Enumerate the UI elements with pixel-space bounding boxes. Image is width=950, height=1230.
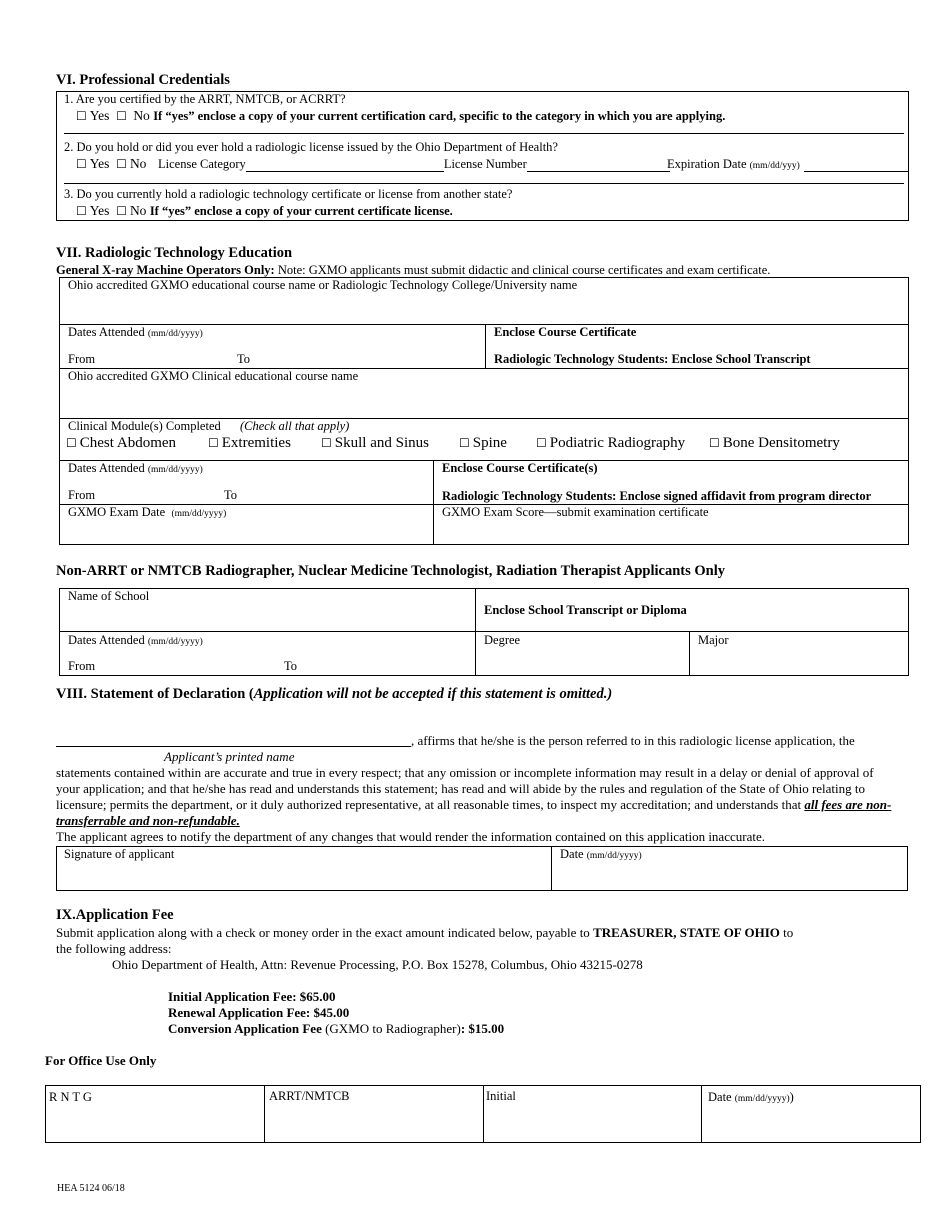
section-7-title: VII. Radiologic Technology Education — [56, 245, 293, 261]
q2-no-checkbox[interactable]: ☐ — [116, 157, 127, 171]
col-divider — [433, 460, 434, 545]
renewal-fee: Renewal Application Fee: $45.00 — [168, 1005, 350, 1020]
dates-attended-label: Dates Attended (mm/dd/yyyy) — [68, 325, 203, 339]
office-col-rntg: R N T G — [49, 1090, 92, 1104]
q3-no-checkbox[interactable]: ☐ — [116, 204, 127, 218]
license-category-input[interactable] — [246, 159, 444, 172]
to-label-3: To — [284, 659, 298, 673]
degree-label: Degree — [484, 633, 521, 647]
signature-table — [56, 846, 908, 891]
section-7-note — [56, 263, 770, 278]
check-all-note: (Check all that apply) — [240, 419, 350, 433]
to-label-2: To — [224, 488, 238, 502]
question-2: 2. Do you hold or did you ever hold a radiologic license issued by the Ohio Department of Health? — [64, 140, 558, 154]
q3-yes-checkbox[interactable]: ☐ — [76, 204, 87, 218]
non-arrt-table — [59, 588, 909, 676]
divider — [64, 133, 904, 134]
question-3: 3. Do you currently hold a radiologic technology certificate or license from another state? — [64, 187, 513, 201]
course-name-label: Ohio accredited GXMO educational course name or Radiologic Technology College/University name — [68, 278, 578, 292]
license-number-label: License Number — [443, 157, 527, 171]
office-use-title: For Office Use Only — [45, 1053, 157, 1068]
section-9-title: IX.Application Fee — [56, 907, 174, 923]
notify-text: The applicant agrees to notify the department of any changes that would render the information contained on this application inaccurate. — [56, 829, 765, 844]
fee-instruction-1: Submit application along with a check or money order in the exact amount indicated below, payable to TREASURER, STATE OF OHIO to — [56, 925, 794, 940]
col-divider — [551, 846, 552, 891]
clinical-modules-label: Clinical Module(s) Completed — [68, 419, 221, 433]
q3-no-label: No — [129, 203, 147, 218]
dates-attended-label-2: Dates Attended (mm/dd/yyyy) — [68, 461, 203, 475]
question-3-answer — [76, 203, 453, 219]
q1-yes-label: Yes — [89, 108, 110, 123]
printed-name-label: Applicant’s printed name — [164, 749, 295, 764]
gxmo-note-text: Note: GXMO applicants must submit didactic and clinical course certificates and exam certificate. — [274, 263, 771, 277]
rt-students-affidavit: Radiologic Technology Students: Enclose signed affidavit from program director — [442, 489, 872, 503]
license-category-label: License Category — [158, 157, 246, 171]
fees-note: all fees are non-transferrable and non-refundable. — [56, 797, 892, 828]
q1-note: If “yes” enclose a copy of your current certification card, specific to the category in which you are applying. — [153, 109, 726, 123]
col-divider — [701, 1085, 702, 1143]
q1-no-checkbox[interactable]: ☐ — [116, 109, 127, 123]
module-extremities[interactable]: ☐ Extremities — [208, 435, 291, 451]
module-chest[interactable]: ☐ Chest Abdomen — [66, 435, 177, 451]
from-label-3: From — [68, 659, 96, 673]
dates-attended-label-3: Dates Attended (mm/dd/yyyy) — [68, 633, 203, 647]
module-bone-densitometry[interactable]: ☐ Bone Densitometry — [709, 435, 840, 451]
to-label: To — [237, 352, 251, 366]
question-1-answer — [76, 108, 725, 124]
from-label: From — [68, 352, 96, 366]
form-id: HEA 5124 06/18 — [57, 1183, 125, 1194]
col-divider — [689, 631, 690, 676]
col-divider — [264, 1085, 265, 1143]
col-divider — [475, 588, 476, 676]
q3-yes-label: Yes — [89, 203, 110, 218]
expiration-format: (mm/dd/yyy) — [749, 161, 800, 171]
affirms-text: , affirms that he/she is the person referred to in this radiologic license application, the — [411, 733, 855, 748]
major-label: Major — [698, 633, 729, 647]
non-arrt-title: Non-ARRT or NMTCB Radiographer, Nuclear Medicine Technologist, Radiation Therapist Applicants Only — [56, 563, 725, 579]
mailing-address: Ohio Department of Health, Attn: Revenue Processing, P.O. Box 15278, Columbus, Ohio 43215-0278 — [112, 957, 643, 972]
enclose-course-certs: Enclose Course Certificate(s) — [442, 461, 598, 475]
office-col-initial: Initial — [486, 1089, 516, 1103]
row-divider — [59, 631, 909, 632]
question-2-answer — [76, 156, 146, 172]
q2-yes-checkbox[interactable]: ☐ — [76, 157, 87, 171]
expiration-field — [667, 157, 908, 172]
office-col-arrt: ARRT/NMTCB — [269, 1089, 350, 1103]
signature-date-label: Date (mm/dd/yyyy) — [560, 847, 642, 861]
q2-no-label: No — [129, 156, 147, 171]
q1-yes-checkbox[interactable]: ☐ — [76, 109, 87, 123]
module-podiatric[interactable]: ☐ Podiatric Radiography — [536, 435, 686, 451]
module-spine[interactable]: ☐ Spine — [459, 435, 507, 451]
section-6-title: VI. Professional Credentials — [56, 72, 230, 88]
declaration-statement: statements contained within are accurate and true in every respect; that any omission or incomplete information may result in a delay or denial of approval of your application; and that he/she has read and understands this statement; has read and will abide by the rules and regulation of the State of Ohio relating to licensure; permits the department, or it duly authorized representative, at all reasonable times, to inspect my accreditation; and understands that all fees are non-transferrable and non-refundable. — [56, 765, 892, 828]
expiration-input[interactable] — [804, 159, 908, 172]
gxmo-note-label: General X-ray Machine Operators Only: — [56, 263, 275, 277]
from-label-2: From — [68, 488, 96, 502]
license-category-field — [158, 157, 670, 172]
enclose-transcript: Enclose School Transcript or Diploma — [484, 603, 687, 617]
col-divider — [483, 1085, 484, 1143]
exam-date-label: GXMO Exam Date (mm/dd/yyyy) — [68, 505, 227, 519]
q2-yes-label: Yes — [89, 156, 110, 171]
clinical-course-label: Ohio accredited GXMO Clinical educational course name — [68, 369, 359, 383]
expiration-label: Expiration Date — [667, 157, 747, 171]
divider — [64, 183, 904, 184]
exam-score-label: GXMO Exam Score—submit examination certificate — [442, 505, 709, 519]
module-skull[interactable]: ☐ Skull and Sinus — [321, 435, 429, 451]
q1-no-label: No — [133, 108, 150, 123]
conversion-fee: Conversion Application Fee (GXMO to Radiographer): $15.00 — [168, 1021, 505, 1036]
col-divider — [485, 324, 486, 368]
school-name-label: Name of School — [68, 589, 150, 603]
section-8-title: VIII. Statement of Declaration (Application will not be accepted if this statement is omitted.) — [56, 686, 613, 702]
enclose-course-cert: Enclose Course Certificate — [494, 325, 637, 339]
fee-instruction-2: the following address: — [56, 941, 172, 956]
signature-label: Signature of applicant — [64, 847, 175, 861]
rt-students-transcript: Radiologic Technology Students: Enclose School Transcript — [494, 352, 811, 366]
initial-fee: Initial Application Fee: $65.00 — [168, 989, 336, 1004]
question-1: 1. Are you certified by the ARRT, NMTCB, or ACRRT? — [64, 92, 346, 106]
printed-name-input[interactable] — [56, 746, 411, 747]
office-col-date: Date (mm/dd/yyyy)) — [708, 1090, 794, 1104]
license-number-input[interactable] — [527, 159, 670, 172]
q3-note: If “yes” enclose a copy of your current certificate license. — [149, 204, 453, 218]
